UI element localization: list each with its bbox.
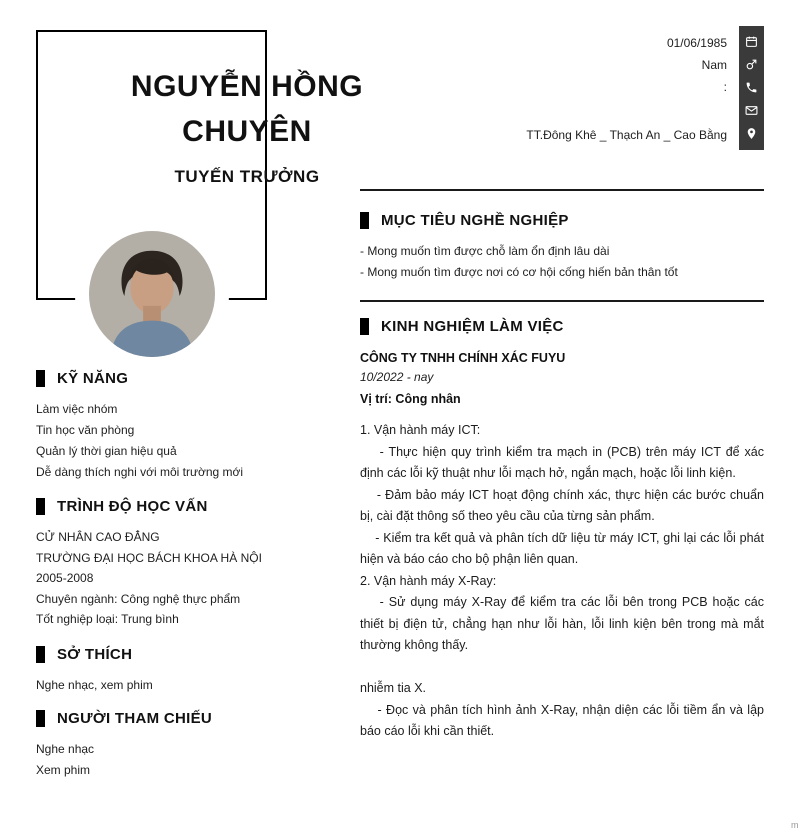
skill-item: Quản lý thời gian hiệu quả [36, 444, 177, 458]
education-grade: Tốt nghiệp loại: Trung bình [36, 612, 179, 626]
education-section [36, 498, 336, 630]
objective-title: MỤC TIÊU NGHỀ NGHIỆP [381, 212, 569, 229]
objective-item: - Mong muốn tìm được nơi có cơ hội cống hiến bản thân tốt [360, 265, 678, 279]
education-years: 2005-2008 [36, 571, 94, 585]
phone-text: : [723, 80, 727, 94]
experience-detail-line: - Đảm bảo máy ICT hoạt động chính xác, thực hiện các bước chuẩn bị, cài đặt thông số theo yêu cầu của từng sản phẩm. [360, 487, 768, 523]
education-major: Chuyên ngành: Công nghệ thực phẩm [36, 591, 241, 606]
reference-item: Nghe nhạc [36, 742, 95, 756]
objective-header [360, 212, 764, 229]
profile-photo [89, 231, 215, 357]
job-title: TUYẾN TRƯỞNG [174, 167, 320, 186]
education-school: TRƯỜNG ĐẠI HỌC BÁCH KHOA HÀ NỘI [36, 550, 262, 565]
skills-list [36, 399, 336, 483]
references-header [36, 710, 336, 727]
company-name: CÔNG TY TNHH CHÍNH XÁC FUYU [360, 351, 566, 365]
education-details [36, 527, 336, 630]
section-marker-icon [36, 646, 45, 663]
experience-detail-line: - Đọc và phân tích hình ảnh X-Ray, nhận diện các lỗi tiềm ẩn và lập báo cáo lỗi khi cần thiết. [360, 702, 768, 738]
section-marker-icon [36, 370, 45, 387]
skill-item: Dễ dàng thích nghi với môi trường mới [36, 465, 244, 479]
skills-section [36, 370, 336, 483]
hobbies-title: SỞ THÍCH [57, 646, 133, 663]
section-marker-icon [36, 710, 45, 727]
references-list [36, 739, 336, 781]
name-line-1: NGUYỄN HỒNG [130, 70, 364, 103]
objective-list [360, 241, 764, 283]
section-marker-icon [36, 498, 45, 515]
candidate-name [102, 64, 392, 154]
experience-detail-line: - Kiểm tra kết quả và phân tích dữ liệu từ máy ICT, ghi lại các lỗi phát hiện và báo cáo cho bộ phận liên quan. [360, 530, 768, 566]
experience-detail-line [360, 657, 764, 679]
experience-detail-line: 1. Vận hành máy ICT: [360, 423, 481, 437]
hobbies-section [36, 646, 336, 696]
location-icon [745, 127, 758, 140]
hobby-item: Nghe nhạc, xem phim [36, 678, 153, 692]
experience-detail-line: nhiễm tia X. [360, 681, 427, 695]
references-title: NGƯỜI THAM CHIẾU [57, 710, 213, 727]
skills-title: KỸ NĂNG [57, 370, 129, 387]
address-text: TT.Đông Khê _ Thạch An _ Cao Bằng [526, 128, 727, 142]
experience-title: KINH NGHIỆM LÀM VIỆC [381, 318, 564, 335]
divider [360, 189, 764, 191]
work-period: 10/2022 - nay [360, 370, 434, 384]
experience-details [360, 420, 768, 743]
objective-item: - Mong muốn tìm được chỗ làm ổn định lâu dài [360, 244, 610, 258]
divider [360, 300, 764, 302]
profile-photo-image [89, 231, 215, 357]
education-degree: CỬ NHÂN CAO ĐẲNG [36, 530, 160, 544]
education-header [36, 498, 336, 515]
reference-item: Xem phim [36, 763, 91, 777]
hobbies-list [36, 675, 336, 696]
phone-icon [745, 81, 758, 94]
experience-section [360, 318, 768, 743]
gender-icon [745, 58, 758, 71]
dob-text: 01/06/1985 [666, 36, 727, 50]
references-section [36, 710, 336, 781]
experience-detail-line: - Thực hiện quy trình kiểm tra mạch in (PCB) trên máy ICT để xác định các lỗi kỹ thuật như lỗi mạch hở, ngắn mạch, hoặc lỗi linh kiện. [360, 444, 768, 480]
education-title: TRÌNH ĐỘ HỌC VẤN [57, 498, 208, 515]
experience-header [360, 318, 764, 335]
skill-item: Tin học văn phòng [36, 423, 135, 437]
hobbies-header [36, 646, 336, 663]
experience-detail-line: - Sử dụng máy X-Ray để kiểm tra các lỗi bên trong PCB hoặc các thiết bị điện tử, chẳng hạn như lỗi hàn, lỗi linh kiện bên trong mà mắt thường không thấy. [360, 595, 768, 652]
work-position: Vị trí: Công nhân [360, 392, 461, 406]
gender-text: Nam [701, 58, 727, 72]
section-marker-icon [360, 212, 369, 229]
skill-item: Làm việc nhóm [36, 402, 118, 416]
calendar-icon [745, 35, 758, 48]
objective-section [360, 212, 764, 283]
watermark: m [791, 820, 799, 830]
section-marker-icon [360, 318, 369, 335]
experience-detail-line: 2. Vận hành máy X-Ray: [360, 573, 497, 588]
contact-icon-rail [739, 26, 764, 150]
name-line-2: CHUYÊN [182, 115, 312, 148]
name-block [102, 64, 392, 187]
skills-header [36, 370, 336, 387]
email-icon [745, 104, 758, 117]
